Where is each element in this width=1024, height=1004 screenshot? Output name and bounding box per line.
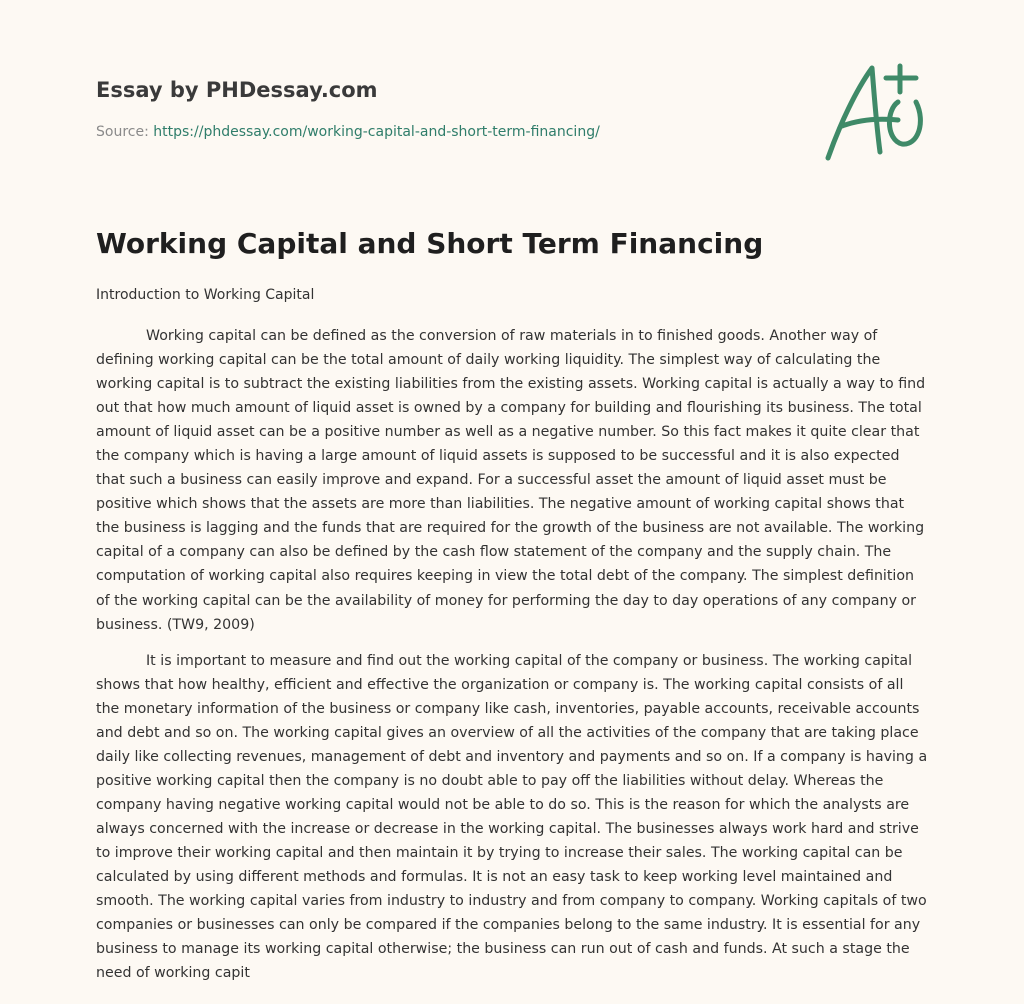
essay-body bbox=[96, 324, 928, 997]
brand-title: Essay by PHDessay.com bbox=[96, 78, 378, 102]
a-plus-logo-icon bbox=[818, 62, 930, 164]
source-link[interactable]: https://phdessay.com/working-capital-and-short-term-financing/ bbox=[153, 124, 600, 140]
essay-title: Working Capital and Short Term Financing bbox=[96, 227, 764, 260]
header bbox=[96, 76, 796, 140]
essay-paragraph: It is important to measure and find out the working capital of the company or business. The working capital shows that how healthy, efficient and effective the organization or company is. The working capital consists of all the monetary information of the business or company like cash, inventories, payable accounts, receivable accounts and debt and so on. The working capital gives an overview of all the activities of the company that are taking place daily like collecting revenues, management of debt and inventory and payments and so on. If a company is having a positive working capital then the company is no doubt able to pay off the liabilities without delay. Whereas the company having negative working capital would not be able to do so. This is the reason for which the analysts are always concerned with the increase or decrease in the working capital. The businesses always work hard and strive to improve their working capital and then maintain it by trying to increase their sales. The working capital can be calculated by using different methods and formulas. It is not an easy task to keep working level maintained and smooth. The working capital varies from industry to industry and from company to company. Working capitals of two companies or businesses can only be compared if the companies belong to the same industry. It is essential for any business to manage its working capital otherwise; the business can run out of cash and funds. At such a stage the need of working capit bbox=[96, 652, 928, 982]
a-plus-logo bbox=[818, 62, 930, 164]
source-line bbox=[96, 124, 600, 140]
source-label: Source: bbox=[96, 124, 149, 140]
essay-subheading: Introduction to Working Capital bbox=[96, 287, 315, 303]
essay-paragraph: Working capital can be defined as the conversion of raw materials in to finished goods. Another way of defining working capital can be the total amount of daily working liquidity. The simplest way of calculating the working capital is to subtract the existing liabilities from the existing assets. Working capital is actually a way to find out that how much amount of liquid asset is owned by a company for building and flourishing its business. The total amount of liquid asset can be a positive number as well as a negative number. So this fact makes it quite clear that the company which is having a large amount of liquid assets is supposed to be successful and it is also expected that such a business can easily improve and expand. For a successful asset the amount of liquid asset must be positive which shows that the assets are more than liabilities. The negative amount of working capital shows that the business is lagging and the funds that are required for the growth of the business are not available. The working capital of a company can also be defined by the cash flow statement of the company and the supply chain. The computation of working capital also requires keeping in view the total debt of the company. The simplest definition of the working capital can be the availability of money for performing the day to day operations of any company or business. (TW9, 2009) bbox=[96, 328, 926, 633]
